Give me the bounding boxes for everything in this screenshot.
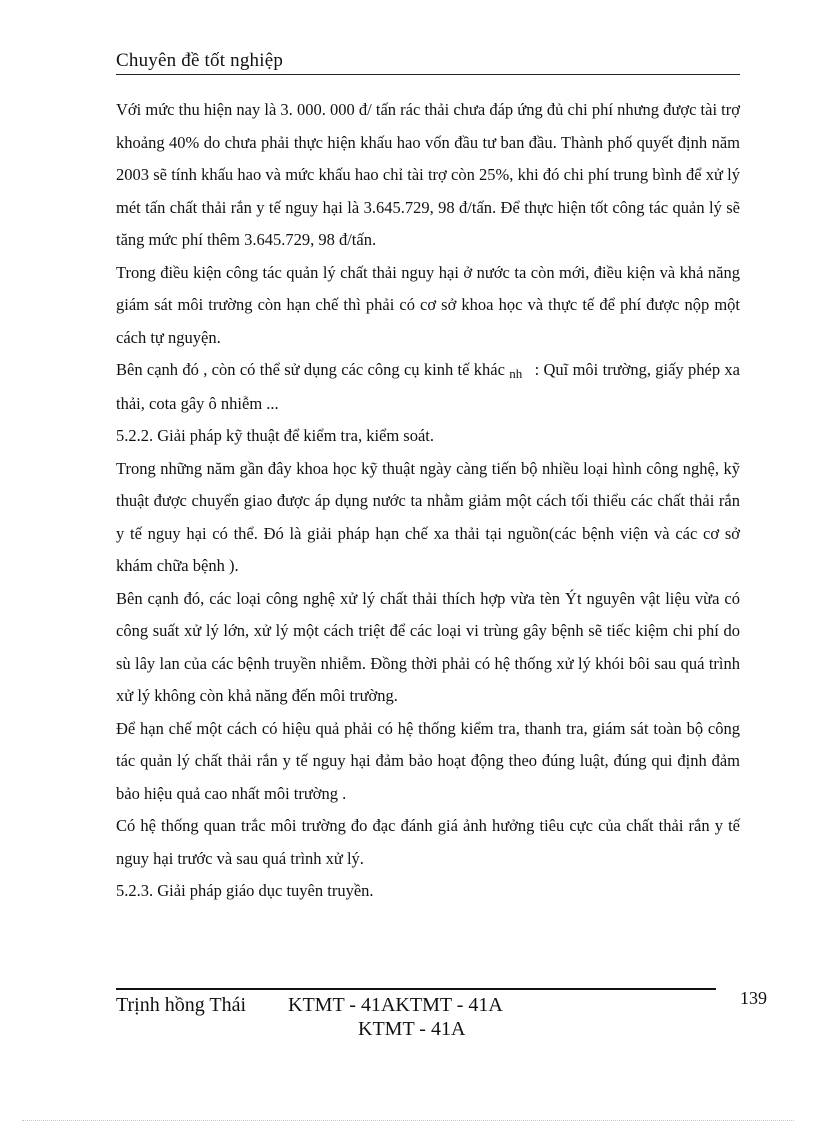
- paragraph-technology-transfer: Trong những năm gần đây khoa học kỹ thuật ngày càng tiến bộ nhiều loại hình công nghệ, kỹ thuật được chuyển giao được áp dụng nước ta nhằm giảm một cách tối thiểu các chất thải rắn y tế nguy hại có thể. Đó là giải pháp hạn chế xa thải tại nguồn(các bệnh viện và các cơ sở khám chữa bệnh ).: [116, 458, 740, 575]
- paragraph-inspection-system: Để hạn chế một cách có hiệu quả phải có hệ thống kiểm tra, thanh tra, giám sát toàn bộ công tác quản lý chất thải rắn y tế nguy hại đảm bảo hoạt động theo đúng luật, đúng qui định đảm bảo hiệu quả cao nhất môi trường .: [116, 718, 740, 803]
- footer-class-line-1: KTMT - 41AKTMT - 41A: [288, 994, 503, 1016]
- section-heading-5-2-3: 5.2.3. Giải pháp giáo dục tuyên truyền.: [116, 881, 374, 900]
- section-heading-5-2-2: 5.2.2. Giải pháp kỹ thuật để kiểm tra, kiểm soát.: [116, 426, 435, 445]
- page-number: 139: [740, 988, 767, 1008]
- paragraph-treatment-technology: Bên cạnh đó, các loại công nghệ xử lý chất thải thích hợp vừa tèn Ýt nguyên vật liệu vừa có công suất xử lý lớn, xử lý một cách triệt để các loại vi trùng gây bệnh sẽ tiếc kiệm chi phí do sù lây lan của các bệnh truyền nhiễm. Đồng thời phải có hệ thống xử lý khói bôi sau quá trình xử lý không còn khả năng đến môi trường.: [116, 588, 740, 705]
- paragraph-monitoring-system: Có hệ thống quan trắc môi trường đo đạc đánh giá ảnh hưởng tiêu cực của chất thải rắn y tế nguy hại trước và sau quá trình xử lý.: [116, 816, 740, 868]
- paragraph-economic-tools: [116, 354, 740, 420]
- page-bottom-dotted-border: [22, 1120, 794, 1121]
- footer-class-line-2: KTMT - 41A: [358, 1018, 466, 1040]
- economic-tools-text-end: : Quĩ môi trường, giấy phép xa thải, cota gây ô nhiễm ...: [116, 360, 740, 413]
- document-body: [116, 94, 740, 908]
- subscript-fragment: nh: [509, 366, 523, 381]
- running-header-title: Chuyên đề tốt nghiệp: [116, 50, 284, 71]
- economic-tools-text-start: Bên cạnh đó , còn có thể sử dụng các công cụ kinh tế khác: [116, 360, 510, 379]
- paragraph-fee-level: Với mức thu hiện nay là 3. 000. 000 đ/ tấn rác thải chưa đáp ứng đủ chi phí nhưng được tài trợ khoảng 40% do chưa phải thực hiện khấu hao vốn đầu tư ban đầu. Thành phố quyết định năm 2003 sẽ tính khấu hao và mức khấu hao chỉ tài trợ còn 25%, khi đó chi phí trung bình để xử lý mét tấn chất thải rắn y tế nguy hại là 3.645.729, 98 đ/tấn. Để thực hiện tốt công tác quản lý sẽ tăng mức phí thêm 3.645.729, 98 đ/tấn.: [116, 100, 740, 249]
- footer-author: Trịnh hồng Thái: [116, 994, 247, 1016]
- paragraph-management-conditions: Trong điều kiện công tác quản lý chất thải nguy hại ở nước ta còn mới, điều kiện và khả năng giám sát môi trường còn hạn chế thì phải có cơ sở khoa học và thực tế để phí được nộp một cách tự nguyện.: [116, 262, 740, 347]
- header-rule: [116, 74, 740, 75]
- footer-rule: [116, 988, 716, 990]
